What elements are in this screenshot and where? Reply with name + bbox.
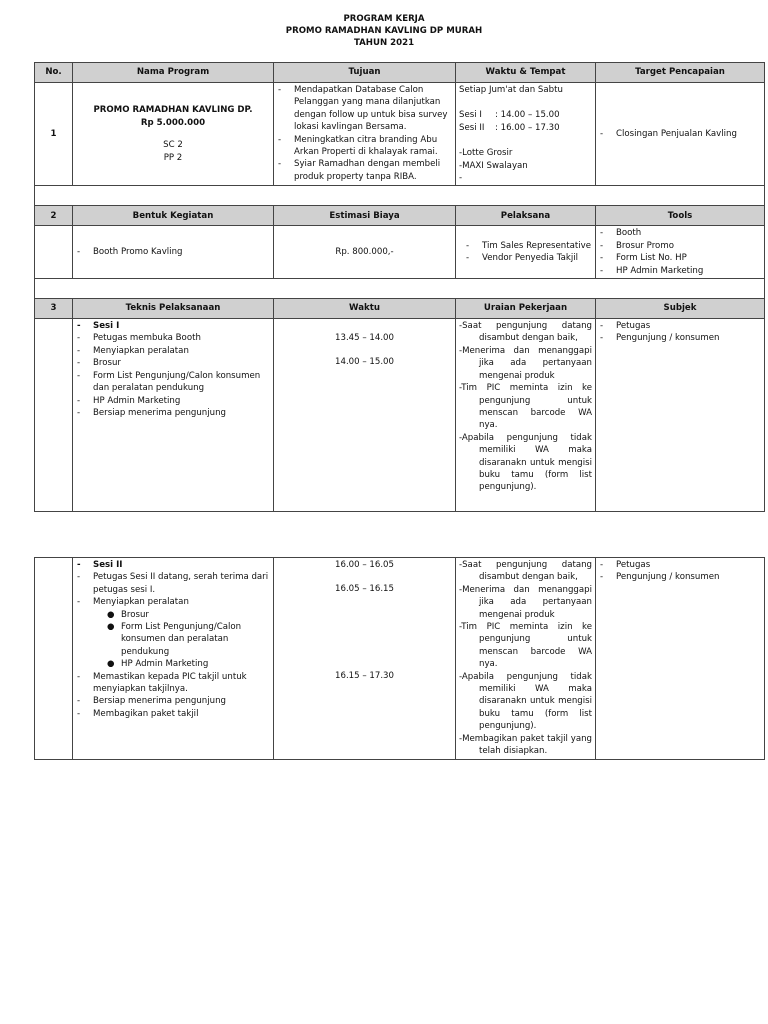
tujuan-cell — [274, 83, 456, 186]
schedule-title: Setiap Jum'at dan Sabtu — [459, 85, 563, 95]
sesi-2-teknis-cell — [73, 558, 274, 760]
header-waktu-tempat: Waktu & Tempat — [456, 63, 596, 83]
teknis-item: - Form List Pengunjung/Calon konsumen dan peralatan pendukung — [77, 370, 261, 394]
bentuk-cell — [73, 226, 274, 279]
title-line-2: PROMO RAMADHAN KAVLING DP MURAH — [285, 26, 483, 36]
bentuk-item: - Booth Promo Kavling — [77, 247, 183, 258]
program-sc: SC 2 — [163, 140, 183, 151]
place-item: -Lotte Grosir — [459, 148, 513, 159]
tools-item: - Form List No. HP — [600, 253, 687, 264]
document-title — [0, 13, 768, 49]
teknis-subitem: ● Form List Pengunjung/Calon konsumen dan peralatan pendukung — [107, 622, 242, 657]
header-row-1 — [35, 63, 765, 83]
tools-item: - HP Admin Marketing — [600, 265, 704, 276]
program-row — [35, 83, 765, 186]
section-number-2: 2 — [35, 206, 73, 226]
sesi-2-uraian-cell — [456, 558, 596, 760]
uraian-item: -Tim PIC meminta izin ke pengunjung untuk menscan barcode WA nya. — [459, 622, 592, 670]
pelaksana-item: - Tim Sales Representative — [466, 240, 592, 251]
uraian-item: -Menerima dan menanggapi jika ada pertanyaan mengenai produk — [459, 345, 592, 381]
subjek-cell — [596, 319, 765, 512]
spacer-row — [35, 186, 765, 206]
uraian-item: -Saat pengunjung datang disambut dengan baik, — [459, 560, 592, 583]
uraian-item: -Apabila pengunjung tidak memiliki WA maka disaranakn untuk mengisi buku tamu (form list pengunjung). — [459, 671, 592, 732]
spacer-row — [35, 279, 765, 299]
header-row-2 — [35, 206, 765, 226]
teknis-subitem: ● HP Admin Marketing — [107, 659, 209, 670]
tools-item: - Booth — [600, 228, 642, 239]
subjek-item: - Petugas — [600, 560, 651, 570]
place-item: -MAXI Swalayan — [459, 160, 528, 171]
header-tools: Tools — [596, 206, 765, 226]
header-subjek: Subjek — [596, 299, 765, 319]
teknis-item: - HP Admin Marketing — [77, 395, 181, 406]
sesi-2-row — [35, 558, 765, 760]
teknis-item: - Petugas membuka Booth — [77, 333, 201, 344]
uraian-item: -Membagikan paket takjil yang telah disiapkan. — [459, 733, 592, 757]
target-cell — [596, 83, 765, 186]
sesi-2-table — [34, 557, 765, 760]
uraian-item: -Tim PIC meminta izin ke pengunjung untuk menscan barcode WA nya. — [459, 383, 592, 431]
waktu-item: 16.05 – 16.15 — [335, 584, 394, 595]
waktu-tempat-cell — [456, 83, 596, 186]
waktu-item: 14.00 – 15.00 — [335, 357, 394, 368]
header-bentuk: Bentuk Kegiatan — [73, 206, 274, 226]
title-line-1: PROGRAM KERJA — [343, 14, 425, 24]
teknis-item: - Menyiapkan peralatan — [77, 597, 189, 608]
teknis-cell — [73, 319, 274, 512]
subjek-item: - Petugas — [600, 321, 651, 332]
tujuan-item: - Syiar Ramadhan dengan membeli produk property tanpa RIBA. — [278, 159, 441, 182]
header-teknis: Teknis Pelaksanaan — [73, 299, 274, 319]
program-name-cell — [73, 83, 274, 186]
teknis-item: - Sesi I — [77, 321, 120, 332]
header-no: No. — [35, 63, 73, 83]
pelaksana-item: - Vendor Penyedia Takjil — [466, 253, 578, 264]
kegiatan-row — [35, 226, 765, 279]
waktu-item: 16.00 – 16.05 — [335, 560, 394, 570]
uraian-cell — [456, 319, 596, 512]
tools-item: - Brosur Promo — [600, 240, 674, 251]
uraian-item: -Menerima dan menanggapi jika ada pertanyaan mengenai produk — [459, 584, 592, 620]
teknis-row — [35, 319, 765, 512]
sesi-2-time: Sesi II : 16.00 – 17.30 — [459, 122, 560, 133]
place-item: - — [459, 173, 463, 184]
header-uraian: Uraian Pekerjaan — [456, 299, 596, 319]
subjek-item: - Pengunjung / konsumen — [600, 572, 720, 583]
teknis-item: - Petugas Sesi II datang, serah terima dari petugas sesi I. — [77, 572, 269, 595]
sesi-2-subjek-cell — [596, 558, 765, 760]
program-name: PROMO RAMADHAN KAVLING DP. Rp 5.000.000 — [93, 105, 253, 128]
teknis-item: - Memastikan kepada PIC takjil untuk menyiapkan takjilnya. — [77, 671, 247, 695]
program-table — [34, 62, 765, 512]
uraian-item: -Saat pengunjung datang disambut dengan baik, — [459, 321, 592, 344]
teknis-item: - Bersiap menerima pengunjung — [77, 696, 226, 707]
waktu-item: 13.45 – 14.00 — [335, 333, 394, 344]
waktu-item: 16.15 – 17.30 — [335, 670, 394, 681]
teknis-item: - Membagikan paket takjil — [77, 708, 199, 719]
sesi-1-time: Sesi I : 14.00 – 15.00 — [459, 110, 560, 121]
header-waktu: Waktu — [274, 299, 456, 319]
uraian-item: -Apabila pengunjung tidak memiliki WA maka disaranakn untuk mengisi buku tamu (form list pengunjung). — [459, 432, 592, 493]
tujuan-item: - Meningkatkan citra branding Abu Arkan Properti di khalayak ramai. — [278, 134, 438, 158]
header-biaya: Estimasi Biaya — [274, 206, 456, 226]
header-tujuan: Tujuan — [274, 63, 456, 83]
pelaksana-cell — [456, 226, 596, 279]
teknis-item: - Bersiap menerima pengunjung — [77, 407, 226, 418]
sesi-2-waktu-cell — [274, 558, 456, 760]
tools-cell — [596, 226, 765, 279]
teknis-subitem: ● Brosur — [107, 609, 149, 620]
header-nama-program: Nama Program — [73, 63, 274, 83]
header-row-3 — [35, 299, 765, 319]
teknis-item: - Sesi II — [77, 560, 123, 570]
target-item: - Closingan Penjualan Kavling — [600, 129, 737, 140]
header-target: Target Pencapaian — [596, 63, 765, 83]
subjek-item: - Pengunjung / konsumen — [600, 333, 720, 344]
teknis-item: - Brosur — [77, 358, 121, 369]
teknis-item: - Menyiapkan peralatan — [77, 345, 189, 356]
tujuan-item: - Mendapatkan Database Calon Pelanggan yang mana dilanjutkan dengan follow up untuk bisa survey lokasi kavlingan Bersama. — [278, 85, 448, 133]
title-line-3: TAHUN 2021 — [353, 38, 415, 48]
program-pp: PP 2 — [163, 152, 183, 163]
header-pelaksana: Pelaksana — [456, 206, 596, 226]
biaya-cell: Rp. 800.000,- — [274, 226, 456, 279]
row-number-1: 1 — [35, 83, 73, 186]
section-number-3: 3 — [35, 299, 73, 319]
waktu-cell — [274, 319, 456, 512]
